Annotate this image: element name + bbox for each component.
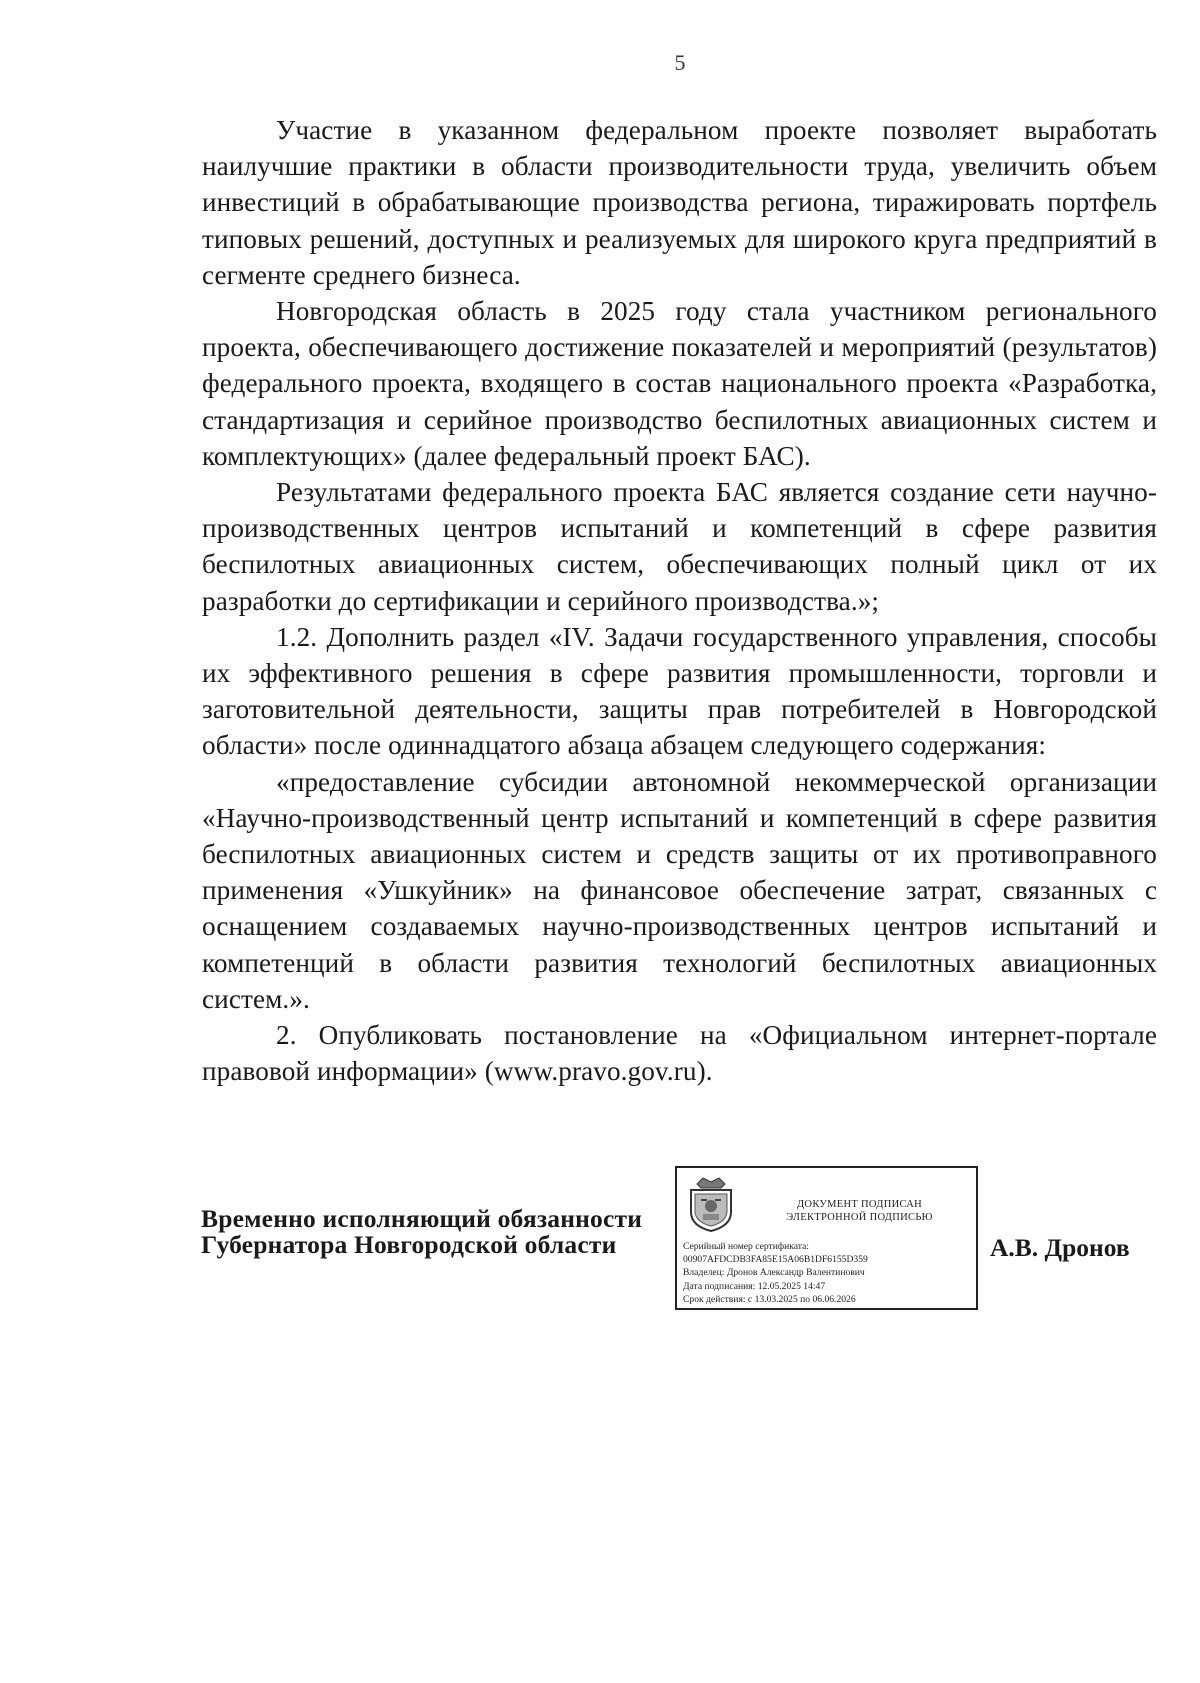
- paragraph-4: 1.2. Дополнить раздел «IV. Задачи государственного управления, способы их эффективного решения в сфере развития промышленности, торговли и заготовительной деятельности, защиты прав потребителей в Новгородской области» после одиннадцатого абзаца абзацем следующего содержания:: [202, 621, 1157, 761]
- stamp-cert-number: 00907AFDCDB3FA85E15A06B1DF6155D359: [683, 1254, 868, 1266]
- paragraph-1: Участие в указанном федеральном проекте позволяет выработать наилучшие практики в области производительности труда, увеличить объем инвестиций в обрабатывающие производства региона, тиражировать портфель типовых решений, доступных и реализуемых для широкого круга предприятий в сегменте среднего бизнеса.: [202, 115, 1157, 290]
- signer-title-line-2: Губернатора Новгородской области: [201, 1230, 617, 1259]
- stamp-details: [683, 1240, 975, 1306]
- stamp-cert-label: Серийный номер сертификата:: [683, 1241, 809, 1252]
- signature-block: [0, 1166, 1200, 1326]
- signer-name: А.В. Дронов: [990, 1233, 1130, 1262]
- paragraph-2: Новгородская область в 2025 году стала участником регионального проекта, обеспечивающего достижение показателей и мероприятий (результатов) федерального проекта, входящего в состав национального проекта «Разработка, стандартизация и серийное производство беспилотных авиационных систем и комплектующих» (далее федеральный проект БАС).: [202, 296, 1157, 471]
- stamp-heading-line-1: ДОКУМЕНТ ПОДПИСАН: [796, 1199, 923, 1210]
- signer-title: [201, 1206, 642, 1258]
- document-body: [202, 112, 1157, 1089]
- page-number: 5: [674, 50, 686, 75]
- stamp-heading: [747, 1198, 972, 1224]
- paragraph-6: 2. Опубликовать постановление на «Официальном интернет-портале правовой информации» (www.pravo.gov.ru).: [202, 1020, 1157, 1087]
- stamp-owner: Владелец: Дронов Александр Валентинович: [683, 1267, 865, 1279]
- paragraph-5: «предоставление субсидии автономной некоммерческой организации «Научно-производственный центр испытаний и компетенций в сфере развития беспилотных авиационных систем и средств защиты от их противоправного применения «Ушкуйник» на финансовое обеспечение затрат, связанных с оснащением создаваемых научно-производственных центров испытаний и компетенций в области развития технологий беспилотных авиационных систем.».: [202, 766, 1157, 1014]
- stamp-validity: Срок действия: с 13.03.2025 по 06.06.2026: [683, 1293, 856, 1305]
- coat-of-arms-icon: [687, 1176, 735, 1232]
- stamp-signed-date: Дата подписания: 12.05.2025 14:47: [683, 1280, 826, 1292]
- signer-title-line-1: Временно исполняющий обязанности: [201, 1204, 643, 1233]
- stamp-heading-line-2: ЭЛЕКТРОННОЙ ПОДПИСЬЮ: [786, 1212, 933, 1223]
- paragraph-3: Результатами федерального проекта БАС является создание сети научно-производственных центров испытаний и компетенций в сфере развития беспилотных авиационных систем, обеспечивающих полный цикл от их разработки до сертификации и серийного производства.»;: [202, 477, 1157, 616]
- electronic-signature-stamp: [675, 1166, 978, 1310]
